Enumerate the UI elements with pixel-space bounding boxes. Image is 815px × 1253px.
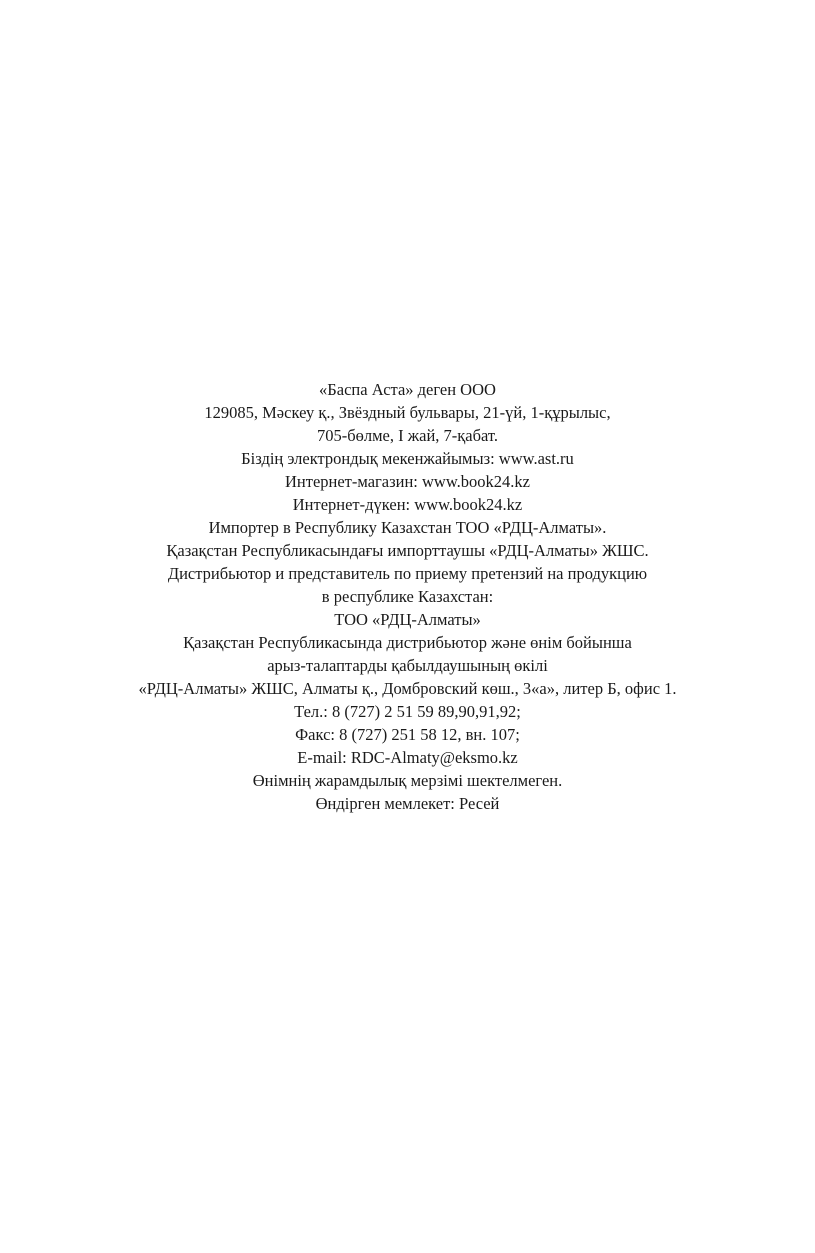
email: E-mail: RDC-Almaty@eksmo.kz: [297, 748, 518, 767]
publisher-address-line-1: 129085, Мәскеу қ., Звёздный бульвары, 21-үй, 1-құрылыс,: [204, 403, 611, 422]
publisher-address-line-2: 705-бөлме, І жай, 7-қабат.: [316, 426, 499, 445]
distributor-ru-line-1: Дистрибьютор и представитель по приему претензий на продукцию: [167, 564, 648, 583]
distributor-address: «РДЦ-Алматы» ЖШС, Алматы қ., Домбровский көш., 3«а», литер Б, офис 1.: [138, 679, 677, 698]
online-store-ru: Интернет-магазин: www.book24.kz: [284, 472, 531, 491]
importer-ru: Импортер в Республику Казахстан ТОО «РДЦ-Алматы».: [208, 518, 607, 537]
distributor-kz-line-1: Қазақстан Республикасында дистрибьютор және өнім бойынша: [183, 633, 632, 652]
publisher-website: Біздің электрондық мекенжайымыз: www.ast.ru: [241, 449, 574, 468]
imprint-block: [0, 378, 815, 815]
fax: Факс: 8 (727) 251 58 12, вн. 107;: [295, 725, 520, 744]
distributor-kz-line-2: арыз-талаптарды қабылдаушының өкілі: [267, 656, 548, 675]
distributor-ru-name: ТОО «РДЦ-Алматы»: [334, 610, 481, 629]
importer-kz: Қазақстан Республикасындағы импорттаушы «РДЦ-Алматы» ЖШС.: [166, 541, 649, 560]
shelf-life-note: Өнімнің жарамдылық мерзімі шектелмеген.: [252, 771, 563, 790]
online-store-kz: Интернет-дүкен: www.book24.kz: [292, 495, 523, 514]
country-of-origin: Өндірген мемлекет: Ресей: [315, 794, 500, 813]
distributor-ru-line-2: в республике Казахстан:: [321, 587, 494, 606]
publisher-name: «Баспа Аста» деген ООО: [319, 380, 496, 399]
phone: Тел.: 8 (727) 2 51 59 89,90,91,92;: [294, 702, 521, 721]
